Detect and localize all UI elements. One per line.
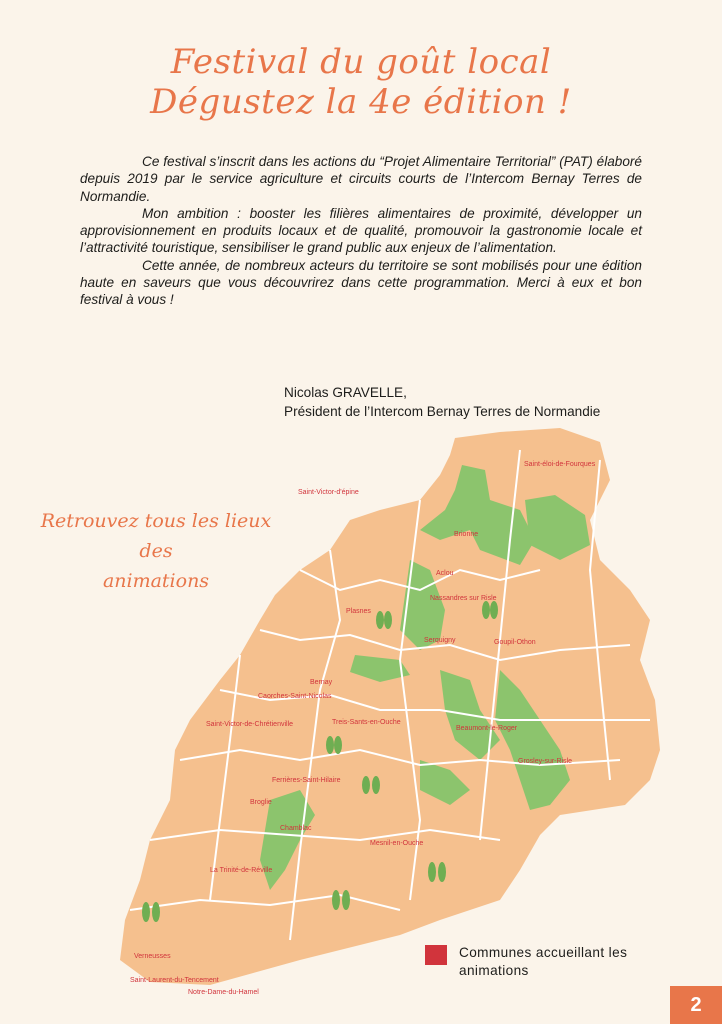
signature-role: Président de l’Intercom Bernay Terres de Normandie: [284, 404, 601, 419]
place-label: Saint-Laurent-du-Tencement: [130, 977, 219, 984]
place-label: Broglie: [250, 799, 272, 806]
intro-paragraph-2: Mon ambition : booster les filières alimentaires de proximité, développer un approvisionnement en produits locaux et de qualité, promouvoir la gastronomie locale et l’attractivité touristique, sensibiliser le grand public aux enjeux de l’alimentation.: [80, 205, 642, 256]
place-label: Mesnil-en-Ouche: [370, 840, 424, 847]
place-label: La Trinité-de-Réville: [210, 867, 273, 874]
title-line-2: Dégustez la 4e édition !: [150, 82, 572, 122]
place-label: Saint-éloi-de-Fourques: [524, 461, 596, 468]
place-label: Saint-Victor-de-Chrétienville: [206, 721, 294, 728]
place-label: Nassandres sur Risle: [430, 595, 497, 602]
place-label: Beaumont-le-Roger: [456, 725, 518, 732]
intro-text: [80, 153, 642, 309]
place-label: Brionne: [454, 531, 479, 538]
signature: [284, 383, 600, 421]
map-callout-line-1: Retrouvez tous les lieux des: [40, 510, 272, 562]
place-label: Aclou: [436, 570, 454, 577]
place-label: Plasnes: [346, 608, 371, 615]
place-label: Goupil-Othon: [494, 639, 536, 646]
intro-paragraph-3: Cette année, de nombreux acteurs du territoire se sont mobilisés pour une édition haute en saveurs que vous découvrirez dans cette programmation. Merci à eux et bon festival à vous !: [80, 257, 642, 308]
place-label: Notre-Dame-du-Hamel: [188, 989, 259, 996]
place-label: Grosley-sur-Risle: [518, 758, 573, 765]
place-label: Verneusses: [134, 953, 171, 960]
signature-name: Nicolas GRAVELLE,: [284, 385, 407, 400]
page-number: 2: [670, 986, 722, 1024]
place-label: Bernay: [310, 679, 333, 686]
place-label: Serquigny: [424, 637, 456, 644]
title-line-1: Festival du goût local: [170, 42, 552, 82]
place-label: Treis-Sants-en-Ouche: [332, 719, 401, 726]
legend-label: Communes accueillant les animations: [459, 945, 628, 978]
map-legend: [425, 944, 659, 980]
intro-paragraph-1: Ce festival s’inscrit dans les actions du “Projet Alimentaire Territorial” (PAT) élaboré depuis 2019 par le service agriculture et circuits courts de l’Intercom Bernay Terres de Normandie.: [80, 154, 642, 204]
map-callout-line-2: animations: [102, 570, 210, 592]
place-label: Caorches-Saint-Nicolas: [258, 693, 332, 700]
place-label: Ferrières-Saint-Hilaire: [272, 777, 341, 784]
legend-swatch: [425, 945, 447, 965]
place-label: Chamblac: [280, 825, 312, 832]
map-callout: [25, 506, 287, 596]
place-label: Saint-Victor-d'épine: [298, 489, 359, 496]
